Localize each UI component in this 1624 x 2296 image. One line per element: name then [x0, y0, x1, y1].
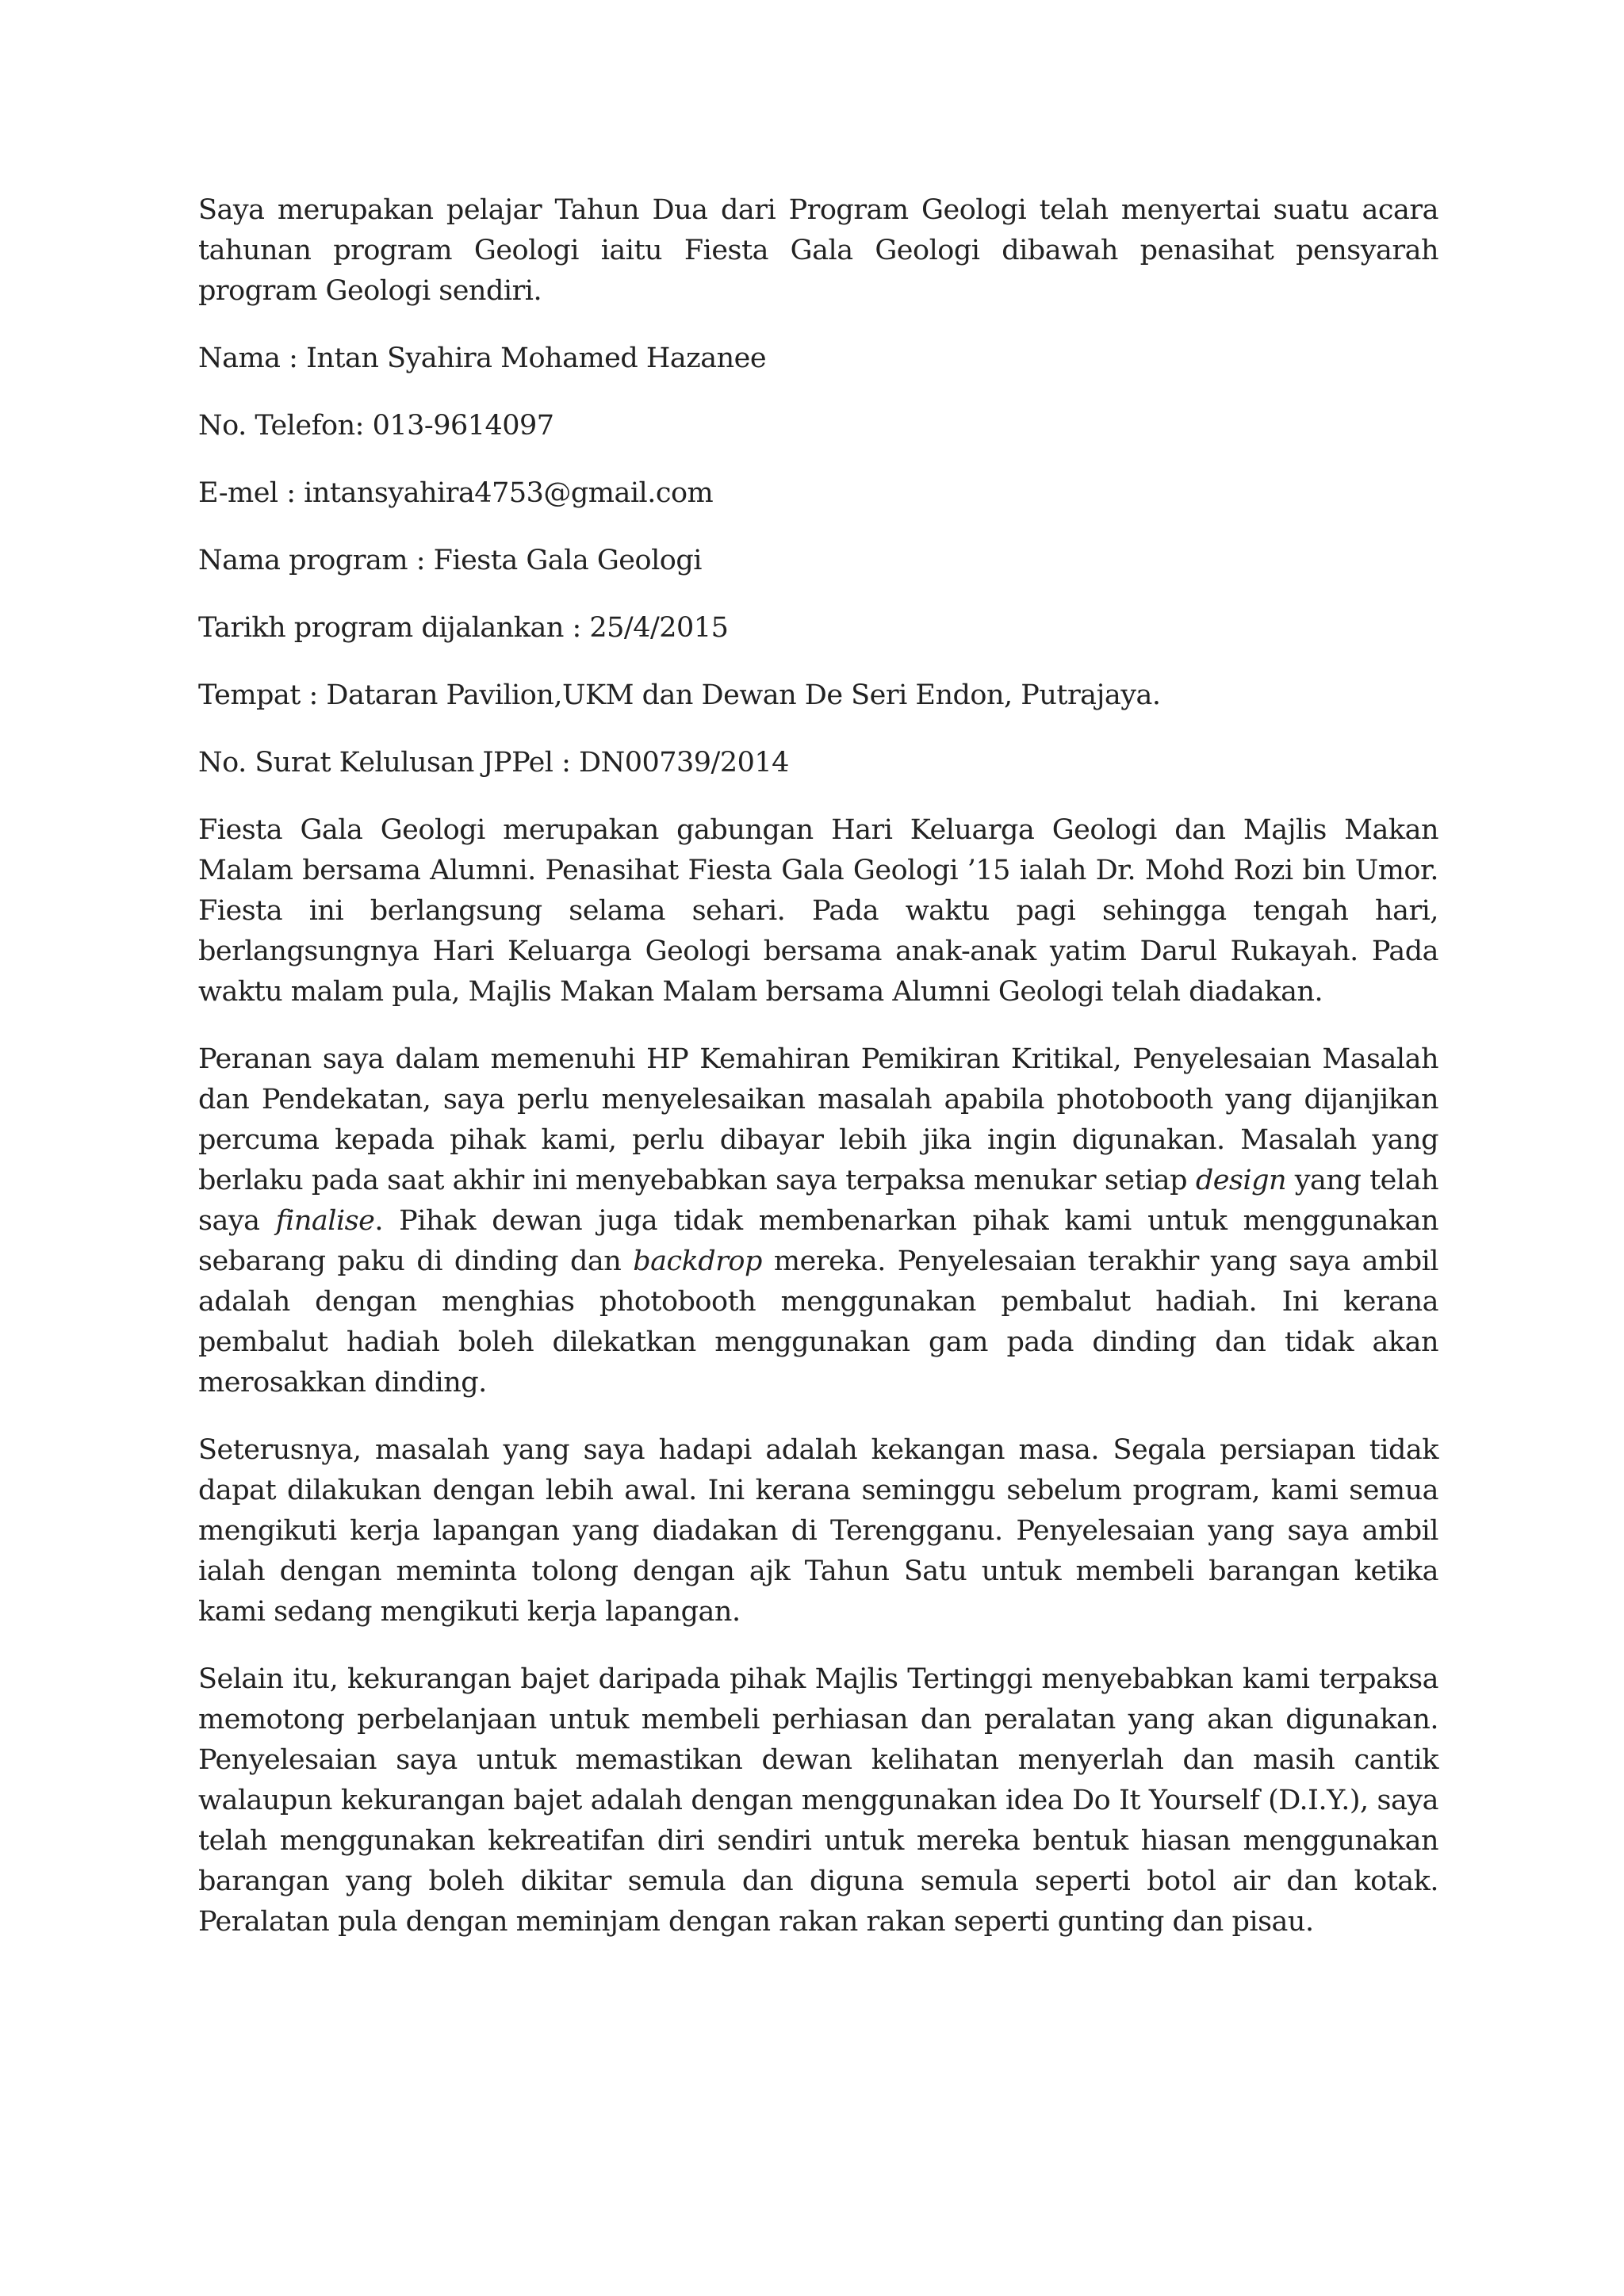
field-tempat: Tempat : Dataran Pavilion,UKM dan Dewan De Seri Endon, Putrajaya. — [198, 679, 1161, 711]
fiesta-paragraph: Fiesta Gala Geologi merupakan gabungan Hari Keluarga Geologi dan Majlis Makan Malam bersama Alumni. Penasihat Fiesta Gala Geologi ’15 ialah Dr. Mohd Rozi bin Umor. Fiesta ini berlangsung selama sehari. Pada waktu pagi sehingga tengah hari, berlangsungnya Hari Keluarga Geologi bersama anak-anak yatim Darul Rukayah. Pada waktu malam pula, Majlis Makan Malam bersama Alumni Geologi telah diadakan. — [198, 814, 1438, 1008]
field-nama: Nama : Intan Syahira Mohamed Hazanee — [198, 342, 767, 374]
field-telefon: No. Telefon: 013-9614097 — [198, 410, 554, 442]
peranan-italic-design: design — [1195, 1165, 1287, 1196]
peranan-italic-backdrop: backdrop — [633, 1246, 762, 1277]
field-emel: E-mel : intansyahira4753@gmail.com — [198, 477, 714, 509]
field-nama-program: Nama program : Fiesta Gala Geologi — [198, 545, 702, 576]
peranan-italic-finalise: finalise — [275, 1205, 375, 1237]
intro-paragraph: Saya merupakan pelajar Tahun Dua dari Program Geologi telah menyertai suatu acara tahunan program Geologi iaitu Fiesta Gala Geologi dibawah penasihat pensyarah program Geologi sendiri. — [198, 194, 1438, 307]
peranan-text-2: yang telah saya — [198, 1165, 1438, 1237]
peranan-text-3: . Pihak dewan juga tidak membenarkan pihak kami untuk menggunakan sebarang paku di dinding dan — [198, 1205, 1438, 1277]
seterusnya-paragraph: Seterusnya, masalah yang saya hadapi adalah kekangan masa. Segala persiapan tidak dapat dilakukan dengan lebih awal. Ini kerana seminggu sebelum program, kami semua mengikuti kerja lapangan yang diadakan di Terengganu. Penyelesaian yang saya ambil ialah dengan meminta tolong dengan ajk Tahun Satu untuk membeli barangan ketika kami sedang mengikuti kerja lapangan. — [198, 1434, 1438, 1628]
peranan-text-4: mereka. Penyelesaian terakhir yang saya ambil adalah dengan menghias photobooth menggunakan pembalut hadiah. Ini kerana pembalut hadiah boleh dilekatkan menggunakan gam pada dinding dan tidak akan merosakkan dinding. — [198, 1246, 1438, 1399]
peranan-paragraph — [198, 1039, 1438, 1403]
field-tarikh: Tarikh program dijalankan : 25/4/2015 — [198, 612, 729, 644]
selain-paragraph: Selain itu, kekurangan bajet daripada pihak Majlis Tertinggi menyebabkan kami terpaksa memotong perbelanjaan untuk membeli perhiasan dan peralatan yang akan digunakan. Penyelesaian saya untuk memastikan dewan kelihatan menyerlah dan masih cantik walaupun kekurangan bajet adalah dengan menggunakan idea Do It Yourself (D.I.Y.), saya telah menggunakan kekreatifan diri sendiri untuk mereka bentuk hiasan menggunakan barangan yang boleh dikitar semula dan diguna semula seperti botol air dan kotak. Peralatan pula dengan meminjam dengan rakan rakan seperti gunting dan pisau. — [198, 1663, 1438, 1938]
field-surat-kelulusan: No. Surat Kelulusan JPPel : DN00739/2014 — [198, 747, 789, 779]
peranan-text-1: Peranan saya dalam memenuhi HP Kemahiran Pemikiran Kritikal, Penyelesaian Masalah dan Pendekatan, saya perlu menyelesaikan masalah apabila photobooth yang dijanjikan percuma kepada pihak kami, perlu dibayar lebih jika ingin digunakan. Masalah yang berlaku pada saat akhir ini menyebabkan saya terpaksa menukar setiap — [198, 1043, 1438, 1196]
document-page — [198, 190, 1438, 1969]
